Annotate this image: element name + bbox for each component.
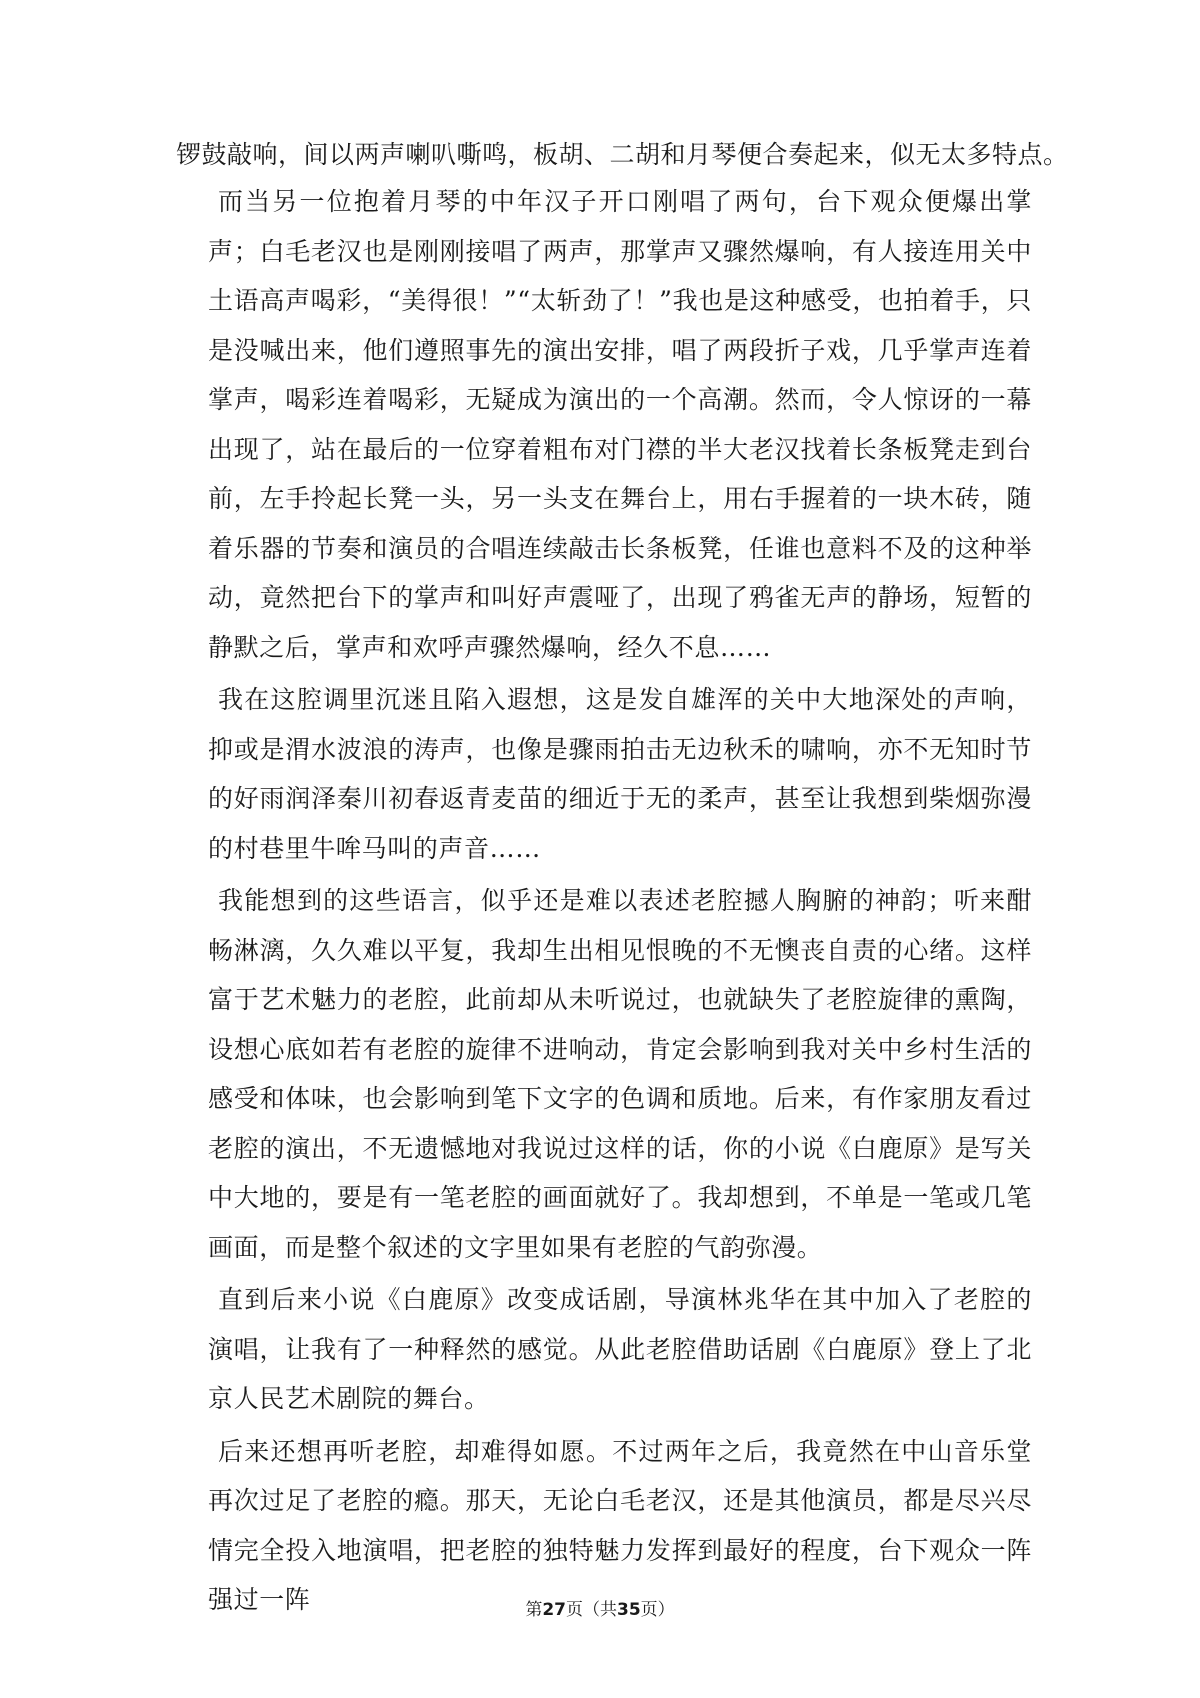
paragraph-block bbox=[208, 177, 1032, 1625]
continued-line: 锣鼓敲响，间以两声喇叭嘶鸣，板胡、二胡和月琴便合奏起来，似无太多特点。 bbox=[176, 140, 1069, 169]
current-page-number: 27 bbox=[542, 1600, 566, 1620]
paragraph: 后来还想再听老腔，却难得如愿。不过两年之后，我竟然在中山音乐堂再次过足了老腔的瘾。那天，无论白毛老汉，还是其他演员，都是尽兴尽情完全投入地演唱，把老腔的独特魅力发挥到最好的程度，台下观众一阵强过一阵 bbox=[208, 1436, 1032, 1614]
paragraph: 我在这腔调里沉迷且陷入遐想，这是发自雄浑的关中大地深处的声响，抑或是渭水波浪的涛声，也像是骤雨拍击无边秋禾的啸响，亦不无知时节的好雨润泽秦川初春返青麦苗的细近于无的柔声，甚至让我想到柴烟弥漫的村巷里牛哞马叫的声音…… bbox=[208, 685, 1032, 863]
footer-prefix: 第 bbox=[525, 1600, 543, 1620]
footer-suffix: 页） bbox=[640, 1600, 675, 1620]
paragraph: 我能想到的这些语言，似乎还是难以表述老腔撼人胸腑的神韵；听来酣畅淋漓，久久难以平复，我却生出相见恨晚的不无懊丧自责的心绪。这样富于艺术魅力的老腔，此前却从未听说过，也就缺失了老腔旋律的熏陶，设想心底如若有老腔的旋律不进响动，肯定会影响到我对关中乡村生活的感受和体味，也会影响到笔下文字的色调和质地。后来，有作家朋友看过老腔的演出，不无遗憾地对我说过这样的话，你的小说《白鹿原》是写关中大地的，要是有一笔老腔的画面就好了。我却想到，不单是一笔或几笔画面，而是整个叙述的文字里如果有老腔的气韵弥漫。 bbox=[208, 886, 1032, 1262]
page-footer bbox=[0, 1598, 1200, 1622]
paragraph: 而当另一位抱着月琴的中年汉子开口刚唱了两句，台下观众便爆出掌声；白毛老汉也是刚刚接唱了两声，那掌声又骤然爆响，有人接连用关中土语高声喝彩，“美得很！”“太斩劲了！”我也是这种感受，也拍着手，只是没喊出来，他们遵照事先的演出安排，唱了两段折子戏，几乎掌声连着掌声，喝彩连着喝彩，无疑成为演出的一个高潮。然而，令人惊讶的一幕出现了，站在最后的一位穿着粗布对门襟的半大老汉找着长条板凳走到台前，左手拎起长凳一头，另一头支在舞台上，用右手握着的一块木砖，随着乐器的节奏和演员的合唱连续敲击长条板凳，任谁也意料不及的这种举动，竟然把台下的掌声和叫好声震哑了，出现了鸦雀无声的静场，短暂的静默之后，掌声和欢呼声骤然爆响，经久不息…… bbox=[208, 187, 1032, 662]
total-page-number: 35 bbox=[617, 1600, 641, 1620]
paragraph: 直到后来小说《白鹿原》改变成话剧，导演林兆华在其中加入了老腔的演唱，让我有了一种释然的感觉。从此老腔借助话剧《白鹿原》登上了北京人民艺术剧院的舞台。 bbox=[208, 1285, 1032, 1413]
document-body bbox=[176, 132, 1069, 1625]
footer-middle: 页（共 bbox=[566, 1600, 617, 1620]
